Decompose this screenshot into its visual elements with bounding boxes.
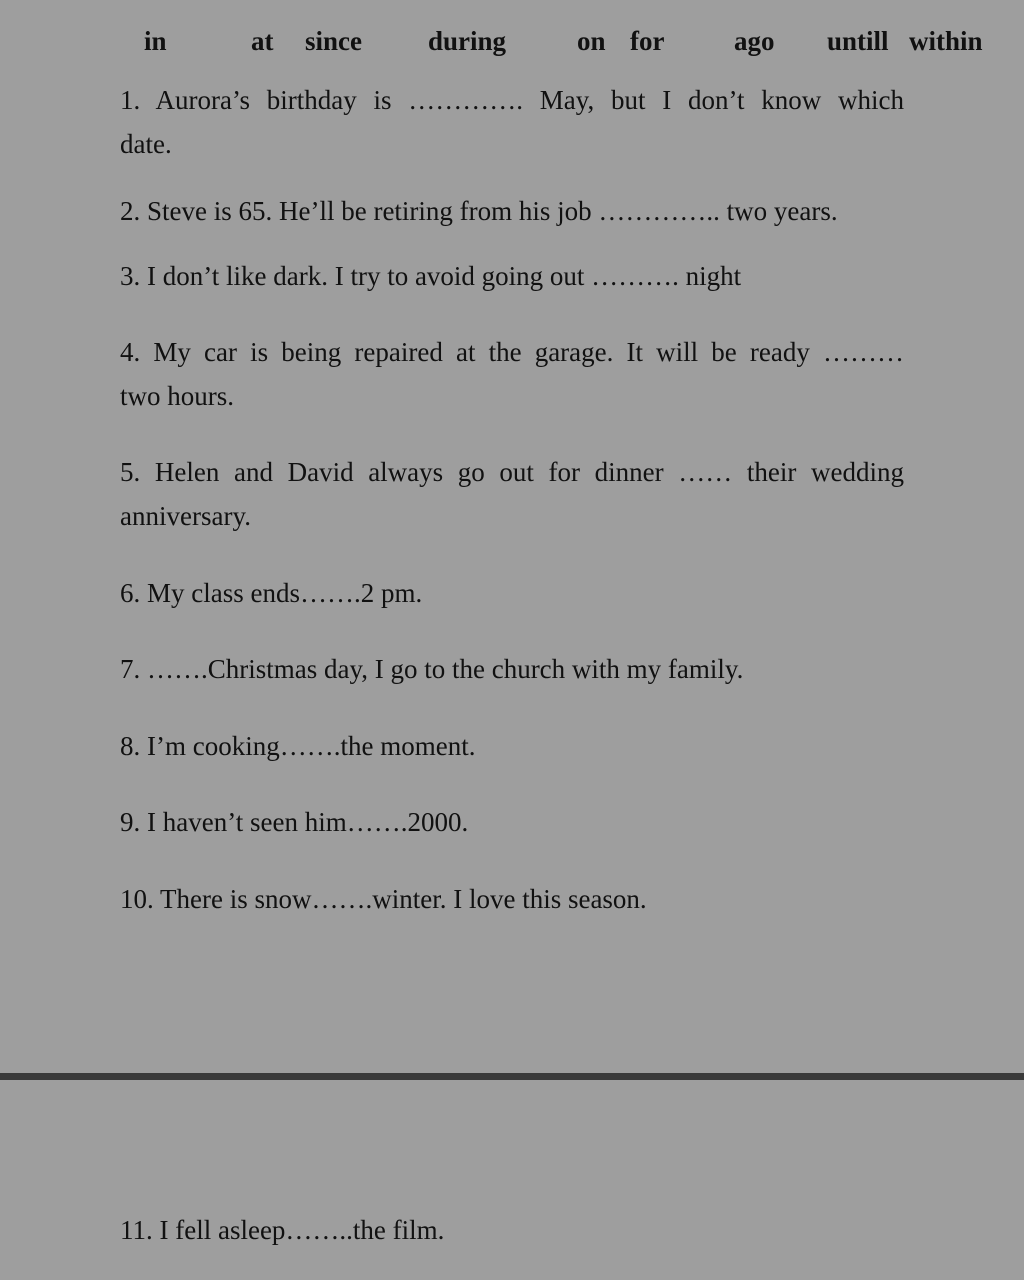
word-bank-item: in	[144, 26, 167, 56]
word-bank-item: untill	[827, 26, 889, 56]
sentence-line: 9. I haven’t seen him…….2000.	[120, 807, 469, 837]
exercise-sentence-2	[120, 189, 904, 233]
exercise-sentence-5	[120, 450, 904, 538]
sentence-line: date.	[120, 129, 172, 159]
exercise-sentence-8	[120, 724, 904, 768]
sentence-line: 6. My class ends…….2 pm.	[120, 578, 423, 608]
exercise-sentence-7	[120, 647, 904, 691]
sentence-line: 8. I’m cooking…….the moment.	[120, 731, 476, 761]
exercise-sentence-4	[120, 330, 904, 418]
sentence-line: 5. Helen and David always go out for dinner …… their wedding	[120, 457, 904, 487]
sentence-line: 4. My car is being repaired at the garage. It will be ready ………	[120, 337, 904, 367]
word-bank-item: for	[630, 26, 665, 56]
exercise-sentence-10	[120, 877, 904, 921]
sentence-line: 3. I don’t like dark. I try to avoid going out ………. night	[120, 261, 742, 291]
sentence-line: 7. …….Christmas day, I go to the church with my family.	[120, 654, 744, 684]
sentence-line: two hours.	[120, 381, 234, 411]
word-bank-item: ago	[734, 26, 775, 56]
sentence-line: 1. Aurora’s birthday is …………. May, but I don’t know which	[120, 85, 904, 115]
exercise-sentence-6	[120, 571, 904, 615]
sentence-line: 10. There is snow…….winter. I love this season.	[120, 884, 647, 914]
word-bank	[0, 26, 1024, 66]
sentence-line: anniversary.	[120, 501, 251, 531]
word-bank-item: at	[251, 26, 274, 56]
word-bank-item: during	[428, 26, 507, 56]
sentence-line: 11. I fell asleep……..the film.	[120, 1215, 445, 1245]
word-bank-item: on	[577, 26, 606, 56]
exercise-sentence-9	[120, 800, 904, 844]
word-bank-item: since	[305, 26, 362, 56]
exercise-sentence-11	[120, 1208, 904, 1252]
sentence-line: 2. Steve is 65. He’ll be retiring from his job ………….. two years.	[120, 196, 838, 226]
page-divider	[0, 1073, 1024, 1080]
exercise-sentence-1	[120, 78, 904, 166]
word-bank-item: within	[909, 26, 983, 56]
exercise-sentence-3	[120, 254, 904, 298]
